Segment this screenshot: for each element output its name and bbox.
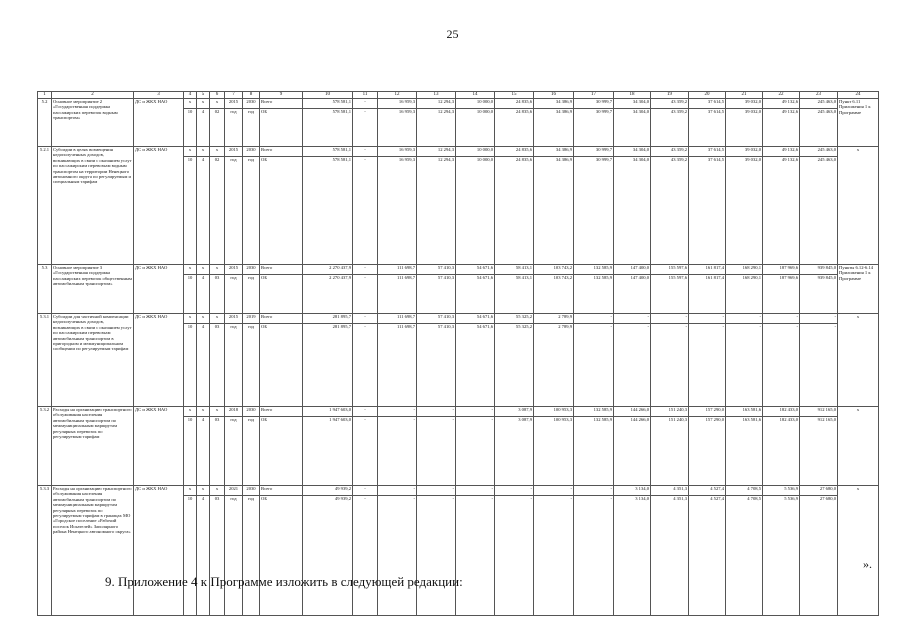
funding-source: Всего [260, 147, 303, 157]
responsible: ДС и ЖКХ НАО [134, 486, 184, 616]
end-year-unit: год [243, 417, 260, 486]
table-row [38, 99, 879, 109]
value-cell: 34 386,9 [534, 99, 574, 109]
column-number: 3 [134, 92, 184, 99]
value-cell: 144 266,0 [614, 417, 651, 486]
value-cell: 245 463,0 [800, 147, 838, 157]
value-cell: - [495, 496, 534, 616]
value-cell: 132 585,9 [574, 417, 614, 486]
value-cell: - [378, 486, 417, 496]
column-number: 19 [651, 92, 689, 99]
value-cell: 168 290,1 [726, 275, 763, 314]
value-cell: 3 134,0 [614, 496, 651, 616]
note-cell: x [838, 407, 879, 486]
value-cell: 2 789,9 [534, 324, 574, 407]
value-cell: 3 087,9 [495, 417, 534, 486]
start-year: 2015 [225, 265, 243, 275]
value-cell: - [495, 486, 534, 496]
value-cell: 39 032,0 [726, 147, 763, 157]
code-cell: 10 [184, 496, 197, 616]
value-cell: 939 845,0 [800, 265, 838, 275]
code-cell: x [184, 265, 197, 275]
value-cell: 37 614,5 [689, 109, 726, 147]
code-cell: x [210, 486, 225, 496]
event-name: Расходы на организацию транспортного обслуживания населения автомобильным транспортом по межмуниципальным маршрутам регулярных перевозок по регулируемым тарифам [52, 407, 134, 486]
value-cell: 3 087,9 [495, 407, 534, 417]
value-cell: 100 953,3 [534, 407, 574, 417]
start-year: 2015 [225, 314, 243, 324]
value-cell: - [614, 314, 651, 324]
value-cell: - [689, 324, 726, 407]
value-cell: - [353, 486, 378, 496]
code-cell: 03 [210, 275, 225, 314]
responsible: ДС и ЖКХ НАО [134, 314, 184, 407]
value-cell: - [574, 496, 614, 616]
value-cell: 30 999,7 [574, 157, 614, 265]
end-year: 2030 [243, 407, 260, 417]
column-number: 14 [456, 92, 495, 99]
value-cell: - [353, 496, 378, 616]
value-cell: 55 325,2 [495, 324, 534, 407]
value-cell: 4 527,4 [689, 486, 726, 496]
code-cell: x [197, 99, 210, 109]
value-cell: - [534, 496, 574, 616]
value-cell: 281 895,7 [303, 324, 353, 407]
value-cell: 3 134,0 [614, 486, 651, 496]
column-number: 11 [353, 92, 378, 99]
code-cell: x [210, 99, 225, 109]
value-cell: 43 359,2 [651, 147, 689, 157]
end-year-unit: год [243, 157, 260, 265]
event-name: Субсидии для частичной компенсации недополученных доходов, возникающих в связи с оказанием услуг по пассажирским перевозкам автомобильным транспортом в пригородном и межмуниципальном сообщении по регулируемым тарифам [52, 314, 134, 407]
value-cell: 16 959,3 [378, 147, 417, 157]
value-cell: - [353, 324, 378, 407]
value-cell: 161 817,4 [689, 265, 726, 275]
funding-source: Всего [260, 407, 303, 417]
start-year-unit: год [225, 496, 243, 616]
value-cell: 4 708,5 [726, 496, 763, 616]
value-cell: - [726, 314, 763, 324]
funding-source: ОБ [260, 275, 303, 314]
code-cell: 02 [210, 157, 225, 265]
value-cell: 57 410,3 [417, 265, 456, 275]
value-cell: 34 304,0 [614, 99, 651, 109]
code-cell: 4 [197, 496, 210, 616]
value-cell: 57 410,3 [417, 314, 456, 324]
value-cell: 34 304,0 [614, 147, 651, 157]
value-cell: 245 463,0 [800, 157, 838, 265]
value-cell: 49 132,6 [763, 99, 800, 109]
column-number: 4 [184, 92, 197, 99]
value-cell: - [689, 314, 726, 324]
column-number: 9 [260, 92, 303, 99]
value-cell: 2 789,9 [534, 314, 574, 324]
value-cell: 939 845,0 [800, 275, 838, 314]
column-number: 1 [38, 92, 52, 99]
end-year: 2030 [243, 486, 260, 496]
value-cell: 187 969,6 [763, 265, 800, 275]
value-cell: 132 585,9 [574, 265, 614, 275]
code-cell: x [197, 407, 210, 417]
row-number: 5.3.2 [38, 407, 52, 486]
value-cell: 55 325,2 [495, 314, 534, 324]
code-cell: 4 [197, 157, 210, 265]
responsible: ДС и ЖКХ НАО [134, 99, 184, 147]
start-year-unit: год [225, 109, 243, 147]
column-number: 5 [197, 92, 210, 99]
value-cell: - [800, 324, 838, 407]
value-cell: - [378, 496, 417, 616]
value-cell: - [574, 486, 614, 496]
start-year-unit: год [225, 324, 243, 407]
value-cell: 578 581,1 [303, 157, 353, 265]
value-cell: 5 536,9 [763, 486, 800, 496]
code-cell: 4 [197, 275, 210, 314]
column-number: 23 [800, 92, 838, 99]
value-cell: 34 386,9 [534, 147, 574, 157]
row-number: 5.2 [38, 99, 52, 147]
value-cell: 182 433,0 [763, 407, 800, 417]
value-cell: 12 294,3 [417, 109, 456, 147]
code-cell: 10 [184, 157, 197, 265]
code-cell: 4 [197, 417, 210, 486]
value-cell: 30 999,7 [574, 99, 614, 109]
column-number: 12 [378, 92, 417, 99]
value-cell: - [417, 496, 456, 616]
value-cell: 132 585,9 [574, 407, 614, 417]
code-cell: 03 [210, 417, 225, 486]
funding-source: Всего [260, 265, 303, 275]
value-cell: 1 947 603,0 [303, 417, 353, 486]
start-year: 2018 [225, 407, 243, 417]
value-cell: 34 386,9 [534, 109, 574, 147]
value-cell: 49 132,6 [763, 109, 800, 147]
value-cell: 24 835,6 [495, 147, 534, 157]
value-cell: 1 947 603,0 [303, 407, 353, 417]
value-cell: 151 240,3 [651, 417, 689, 486]
value-cell: - [417, 407, 456, 417]
code-cell: x [184, 407, 197, 417]
note-cell: x [838, 147, 879, 265]
start-year-unit: год [225, 417, 243, 486]
page-number: 25 [446, 27, 459, 41]
value-cell: 10 000,0 [456, 109, 495, 147]
value-cell: 10 000,0 [456, 157, 495, 265]
value-cell: 4 351,3 [651, 486, 689, 496]
value-cell: 39 032,0 [726, 99, 763, 109]
column-number: 22 [763, 92, 800, 99]
column-number: 6 [210, 92, 225, 99]
value-cell: 155 597,6 [651, 275, 689, 314]
row-number: 5.3 [38, 265, 52, 314]
event-name: Расходы на организацию транспортного обслуживания населения автомобильным транспортом по межмуниципальным маршрутам регулярных перевозок по регулируемым тарифам в границах МО «Городское поселение «Рабочий поселок Искателей» Заполярного района Ненецкого автономного округа» [52, 486, 134, 616]
note-cell: Пункты 6.12-6.14 Приложения 1 к Программе [838, 265, 879, 314]
column-number: 18 [614, 92, 651, 99]
value-cell: - [763, 324, 800, 407]
value-cell: 39 032,0 [726, 157, 763, 265]
value-cell: 58 413,1 [495, 275, 534, 314]
value-cell: - [574, 314, 614, 324]
table-row [38, 314, 879, 324]
value-cell: 5 536,9 [763, 496, 800, 616]
row-number: 5.3.3 [38, 486, 52, 616]
value-cell: 100 953,3 [534, 417, 574, 486]
end-year: 2030 [243, 99, 260, 109]
value-cell: - [800, 314, 838, 324]
value-cell: - [378, 407, 417, 417]
value-cell: - [353, 407, 378, 417]
value-cell: 49 132,6 [763, 157, 800, 265]
event-name: Основное мероприятие 2 «Государственная поддержка пассажирских перевозок водным транспортом» [52, 99, 134, 147]
value-cell: 37 614,5 [689, 99, 726, 109]
value-cell: 10 000,0 [456, 147, 495, 157]
value-cell: 54 671,6 [456, 265, 495, 275]
value-cell: 4 527,4 [689, 496, 726, 616]
value-cell: - [353, 275, 378, 314]
value-cell: - [417, 417, 456, 486]
value-cell: 27 680,0 [800, 486, 838, 496]
value-cell: 43 359,2 [651, 157, 689, 265]
value-cell: - [456, 417, 495, 486]
value-cell: 43 359,2 [651, 109, 689, 147]
value-cell: - [726, 324, 763, 407]
column-number: 21 [726, 92, 763, 99]
code-cell: 10 [184, 109, 197, 147]
end-year: 2019 [243, 314, 260, 324]
value-cell: 2 270 437,9 [303, 275, 353, 314]
value-cell: 34 304,0 [614, 109, 651, 147]
code-cell: 10 [184, 417, 197, 486]
code-cell: 4 [197, 324, 210, 407]
value-cell: - [651, 314, 689, 324]
value-cell: 37 614,5 [689, 147, 726, 157]
closing-quote: ». [863, 557, 872, 571]
value-cell: - [417, 486, 456, 496]
event-name: Основное мероприятие 3 «Государственная поддержка пассажирских перевозок общественным автомобильным транспортом» [52, 265, 134, 314]
value-cell: 10 000,0 [456, 99, 495, 109]
code-cell: x [184, 314, 197, 324]
instruction-text: 9. Приложение 4 к Программе изложить в следующей редакции: [105, 574, 463, 589]
value-cell: 37 614,5 [689, 157, 726, 265]
table-row [38, 147, 879, 157]
value-cell: 24 835,6 [495, 157, 534, 265]
value-cell: - [353, 147, 378, 157]
value-cell: 578 581,1 [303, 147, 353, 157]
value-cell: - [353, 109, 378, 147]
value-cell: 49 939,2 [303, 496, 353, 616]
code-cell: x [210, 407, 225, 417]
funding-source: ОБ [260, 157, 303, 265]
value-cell: 54 671,6 [456, 314, 495, 324]
responsible: ДС и ЖКХ НАО [134, 407, 184, 486]
value-cell: 24 835,6 [495, 99, 534, 109]
end-year-unit: год [243, 496, 260, 616]
start-year-unit: год [225, 157, 243, 265]
value-cell: 132 585,9 [574, 275, 614, 314]
responsible: ДС и ЖКХ НАО [134, 265, 184, 314]
column-number: 20 [689, 92, 726, 99]
funding-source: ОБ [260, 324, 303, 407]
row-number: 5.3.1 [38, 314, 52, 407]
value-cell: 182 433,0 [763, 417, 800, 486]
value-cell: - [353, 265, 378, 275]
value-cell: 147 400,0 [614, 275, 651, 314]
value-cell: - [763, 314, 800, 324]
code-cell: 10 [184, 275, 197, 314]
start-year-unit: год [225, 275, 243, 314]
value-cell: 4 351,3 [651, 496, 689, 616]
value-cell: - [651, 324, 689, 407]
value-cell: 157 290,0 [689, 407, 726, 417]
value-cell: 12 294,3 [417, 99, 456, 109]
value-cell: 578 581,1 [303, 109, 353, 147]
value-cell: 12 294,3 [417, 157, 456, 265]
value-cell: 34 304,0 [614, 157, 651, 265]
code-cell: x [210, 147, 225, 157]
code-cell: x [184, 99, 197, 109]
value-cell: 161 817,4 [689, 275, 726, 314]
end-year-unit: год [243, 109, 260, 147]
value-cell: - [574, 324, 614, 407]
value-cell: - [456, 496, 495, 616]
column-number: 13 [417, 92, 456, 99]
funding-source: Всего [260, 314, 303, 324]
value-cell: 163 581,6 [726, 407, 763, 417]
value-cell: 245 463,0 [800, 99, 838, 109]
value-cell: 49 939,2 [303, 486, 353, 496]
note-cell: Пункт 6.11 Приложения 1 к Программе [838, 99, 879, 147]
value-cell: 163 581,6 [726, 417, 763, 486]
value-cell: 912 165,0 [800, 417, 838, 486]
funding-source: ОБ [260, 496, 303, 616]
code-cell: x [210, 314, 225, 324]
end-year-unit: год [243, 275, 260, 314]
responsible: ДС и ЖКХ НАО [134, 147, 184, 265]
value-cell: - [353, 417, 378, 486]
value-cell: 245 463,0 [800, 109, 838, 147]
value-cell: 578 581,1 [303, 99, 353, 109]
value-cell: 157 290,0 [689, 417, 726, 486]
value-cell: 187 969,6 [763, 275, 800, 314]
value-cell: 155 597,6 [651, 265, 689, 275]
code-cell: 03 [210, 496, 225, 616]
value-cell: - [614, 324, 651, 407]
note-cell: x [838, 486, 879, 616]
event-name: Субсидии в целях возмещения недополученных доходов, возникающих в связи с оказанием услуг по пассажирским перевозкам водным транспортом на территории Ненецкого автономного округа по регулируемым и специальным тарифам [52, 147, 134, 265]
code-cell: x [197, 486, 210, 496]
code-cell: x [184, 147, 197, 157]
column-number-row [38, 92, 879, 99]
column-number: 16 [534, 92, 574, 99]
value-cell: 2 270 437,9 [303, 265, 353, 275]
value-cell: 54 671,6 [456, 275, 495, 314]
value-cell: - [456, 486, 495, 496]
code-cell: 02 [210, 109, 225, 147]
funding-source: ОБ [260, 109, 303, 147]
funding-source: Всего [260, 99, 303, 109]
start-year: 2015 [225, 147, 243, 157]
program-table [37, 91, 879, 616]
value-cell: - [353, 157, 378, 265]
value-cell: 168 290,1 [726, 265, 763, 275]
value-cell: 111 698,7 [378, 265, 417, 275]
value-cell: 16 959,3 [378, 109, 417, 147]
value-cell: 49 132,6 [763, 147, 800, 157]
value-cell: 39 032,0 [726, 109, 763, 147]
value-cell: 57 410,3 [417, 275, 456, 314]
value-cell: 912 165,0 [800, 407, 838, 417]
column-number: 8 [243, 92, 260, 99]
end-year: 2030 [243, 147, 260, 157]
value-cell: 103 743,2 [534, 275, 574, 314]
value-cell: 16 959,3 [378, 99, 417, 109]
column-number: 7 [225, 92, 243, 99]
value-cell: - [534, 486, 574, 496]
value-cell: 58 413,1 [495, 265, 534, 275]
value-cell: - [353, 314, 378, 324]
code-cell: x [184, 486, 197, 496]
value-cell: 54 671,6 [456, 324, 495, 407]
value-cell: 30 999,7 [574, 109, 614, 147]
value-cell: 57 410,3 [417, 324, 456, 407]
value-cell: - [353, 99, 378, 109]
value-cell: 103 743,2 [534, 265, 574, 275]
value-cell: 144 266,0 [614, 407, 651, 417]
value-cell: 27 680,0 [800, 496, 838, 616]
value-cell: 111 698,7 [378, 324, 417, 407]
code-cell: 03 [210, 324, 225, 407]
value-cell: 151 240,3 [651, 407, 689, 417]
column-number: 2 [52, 92, 134, 99]
value-cell: 24 835,6 [495, 109, 534, 147]
code-cell: x [197, 147, 210, 157]
row-number: 5.2.1 [38, 147, 52, 265]
table-row [38, 407, 879, 417]
start-year: 2015 [225, 99, 243, 109]
code-cell: x [197, 265, 210, 275]
value-cell: 4 708,5 [726, 486, 763, 496]
code-cell: 10 [184, 324, 197, 407]
value-cell: 43 359,2 [651, 99, 689, 109]
value-cell: 281 895,7 [303, 314, 353, 324]
table-row [38, 265, 879, 275]
code-cell: x [210, 265, 225, 275]
value-cell: 111 698,7 [378, 314, 417, 324]
funding-source: ОБ [260, 417, 303, 486]
column-number: 24 [838, 92, 879, 99]
end-year-unit: год [243, 324, 260, 407]
funding-source: Всего [260, 486, 303, 496]
table-row [38, 486, 879, 496]
column-number: 10 [303, 92, 353, 99]
value-cell: 12 294,3 [417, 147, 456, 157]
value-cell: - [378, 417, 417, 486]
value-cell: 111 698,7 [378, 275, 417, 314]
note-cell: x [838, 314, 879, 407]
column-number: 17 [574, 92, 614, 99]
code-cell: x [197, 314, 210, 324]
code-cell: 4 [197, 109, 210, 147]
value-cell: 34 386,9 [534, 157, 574, 265]
value-cell: - [456, 407, 495, 417]
start-year: 2021 [225, 486, 243, 496]
end-year: 2030 [243, 265, 260, 275]
value-cell: 30 999,7 [574, 147, 614, 157]
value-cell: 147 400,0 [614, 265, 651, 275]
column-number: 15 [495, 92, 534, 99]
value-cell: 16 959,3 [378, 157, 417, 265]
